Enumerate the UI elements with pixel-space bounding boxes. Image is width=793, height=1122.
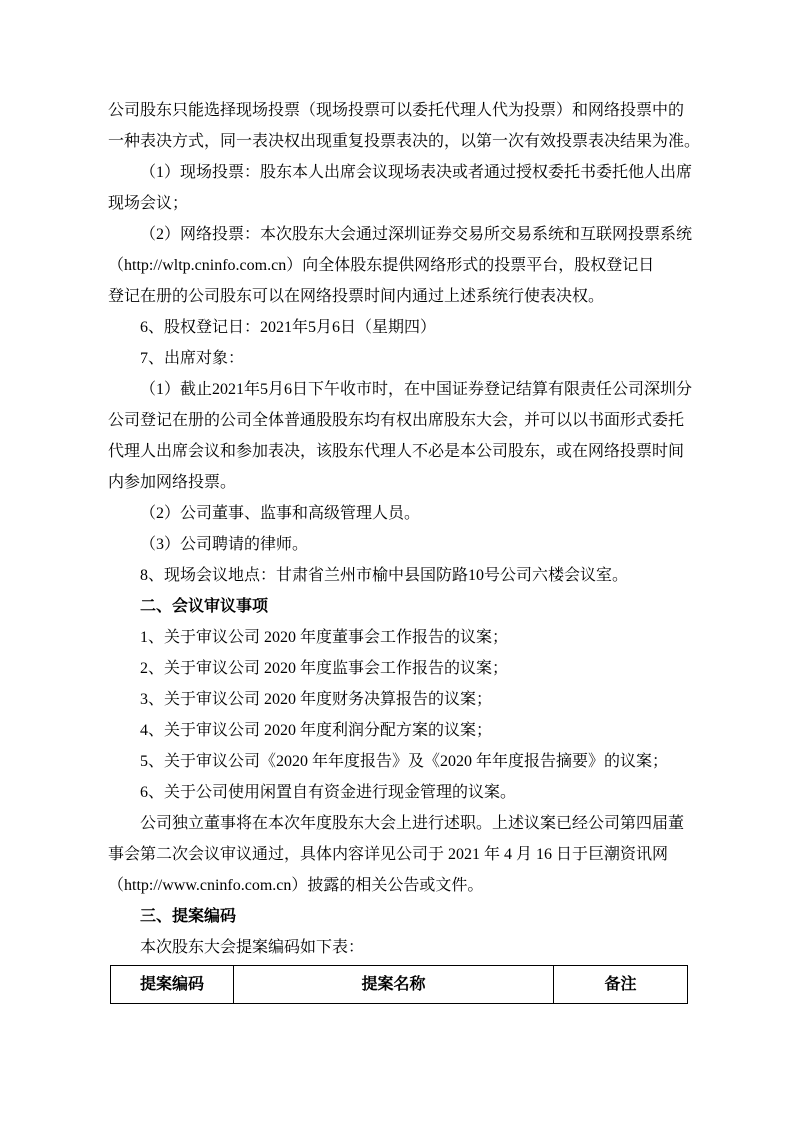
document-line-attendees: 7、出席对象： [140, 350, 245, 367]
document-line: 代理人出席会议和参加表决，该股东代理人不必是本公司股东，或在网络投票时间 [108, 443, 685, 460]
document-line-url-cninfo: （http://www.cninfo.com.cn）披露的相关公告或文件。 [108, 877, 484, 894]
agenda-item: 3、关于审议公司 2020 年度财务决算报告的议案； [140, 691, 493, 708]
document-line: 公司独立董事将在本次年度股东大会上进行述职。上述议案已经公司第四届董 [140, 815, 685, 832]
document-line: 现场会议； [108, 195, 189, 212]
document-line: （1）现场投票：股东本人出席会议现场表决或者通过授权委托书委托他人出席 [140, 164, 693, 181]
agenda-item: 4、关于审议公司 2020 年度利润分配方案的议案； [140, 722, 493, 739]
document-line: （2）公司董事、监事和高级管理人员。 [140, 505, 421, 522]
agenda-item: 5、关于审议公司《2020 年年度报告》及《2020 年年度报告摘要》的议案； [140, 753, 669, 770]
agenda-item: 6、关于公司使用闲置自有资金进行现金管理的议案。 [140, 784, 517, 801]
agenda-item: 1、关于审议公司 2020 年度董事会工作报告的议案； [140, 629, 509, 646]
section-heading-review-items: 二、会议审议事项 [140, 598, 269, 615]
document-line-table-intro: 本次股东大会提案编码如下表： [140, 939, 365, 956]
document-line: 公司登记在册的公司全体普通股股东均有权出席股东大会，并可以以书面形式委托 [108, 412, 685, 429]
table-header-proposal-name: 提案名称 [234, 966, 554, 1004]
table-header-proposal-code: 提案编码 [111, 966, 234, 1004]
document-line-url-wltp: （http://wltp.cninfo.com.cn）向全体股东提供网络形式的投票平台，股权登记日 [108, 257, 655, 274]
agenda-item: 2、关于审议公司 2020 年度监事会工作报告的议案； [140, 660, 509, 677]
document-line: （1）截止2021年5月6日下午收市时，在中国证券登记结算有限责任公司深圳分 [140, 381, 693, 398]
document-line-record-date: 6、股权登记日：2021年5月6日（星期四） [140, 319, 437, 336]
document-body [108, 95, 701, 1004]
section-heading-proposal-code: 三、提案编码 [140, 908, 237, 925]
document-line: 公司股东只能选择现场投票（现场投票可以委托代理人代为投票）和网络投票中的 [108, 102, 685, 119]
table-header-remark: 备注 [554, 966, 688, 1004]
document-line: （3）公司聘请的律师。 [140, 536, 309, 553]
document-line-meeting-place: 8、现场会议地点：甘肃省兰州市榆中县国防路10号公司六楼会议室。 [140, 567, 629, 584]
document-line: 事会第二次会议审议通过，具体内容详见公司于 2021 年 4 月 16 日于巨潮资讯网 [108, 846, 669, 863]
document-line: 内参加网络投票。 [108, 474, 237, 491]
table-header-row [111, 966, 688, 1004]
document-line: 一种表决方式，同一表决权出现重复投票表决的，以第一次有效投票表决结果为准。 [108, 133, 701, 150]
proposal-code-table [110, 965, 688, 1004]
document-line: 登记在册的公司股东可以在网络投票时间内通过上述系统行使表决权。 [108, 288, 605, 305]
document-line: （2）网络投票：本次股东大会通过深圳证券交易所交易系统和互联网投票系统 [140, 226, 693, 243]
